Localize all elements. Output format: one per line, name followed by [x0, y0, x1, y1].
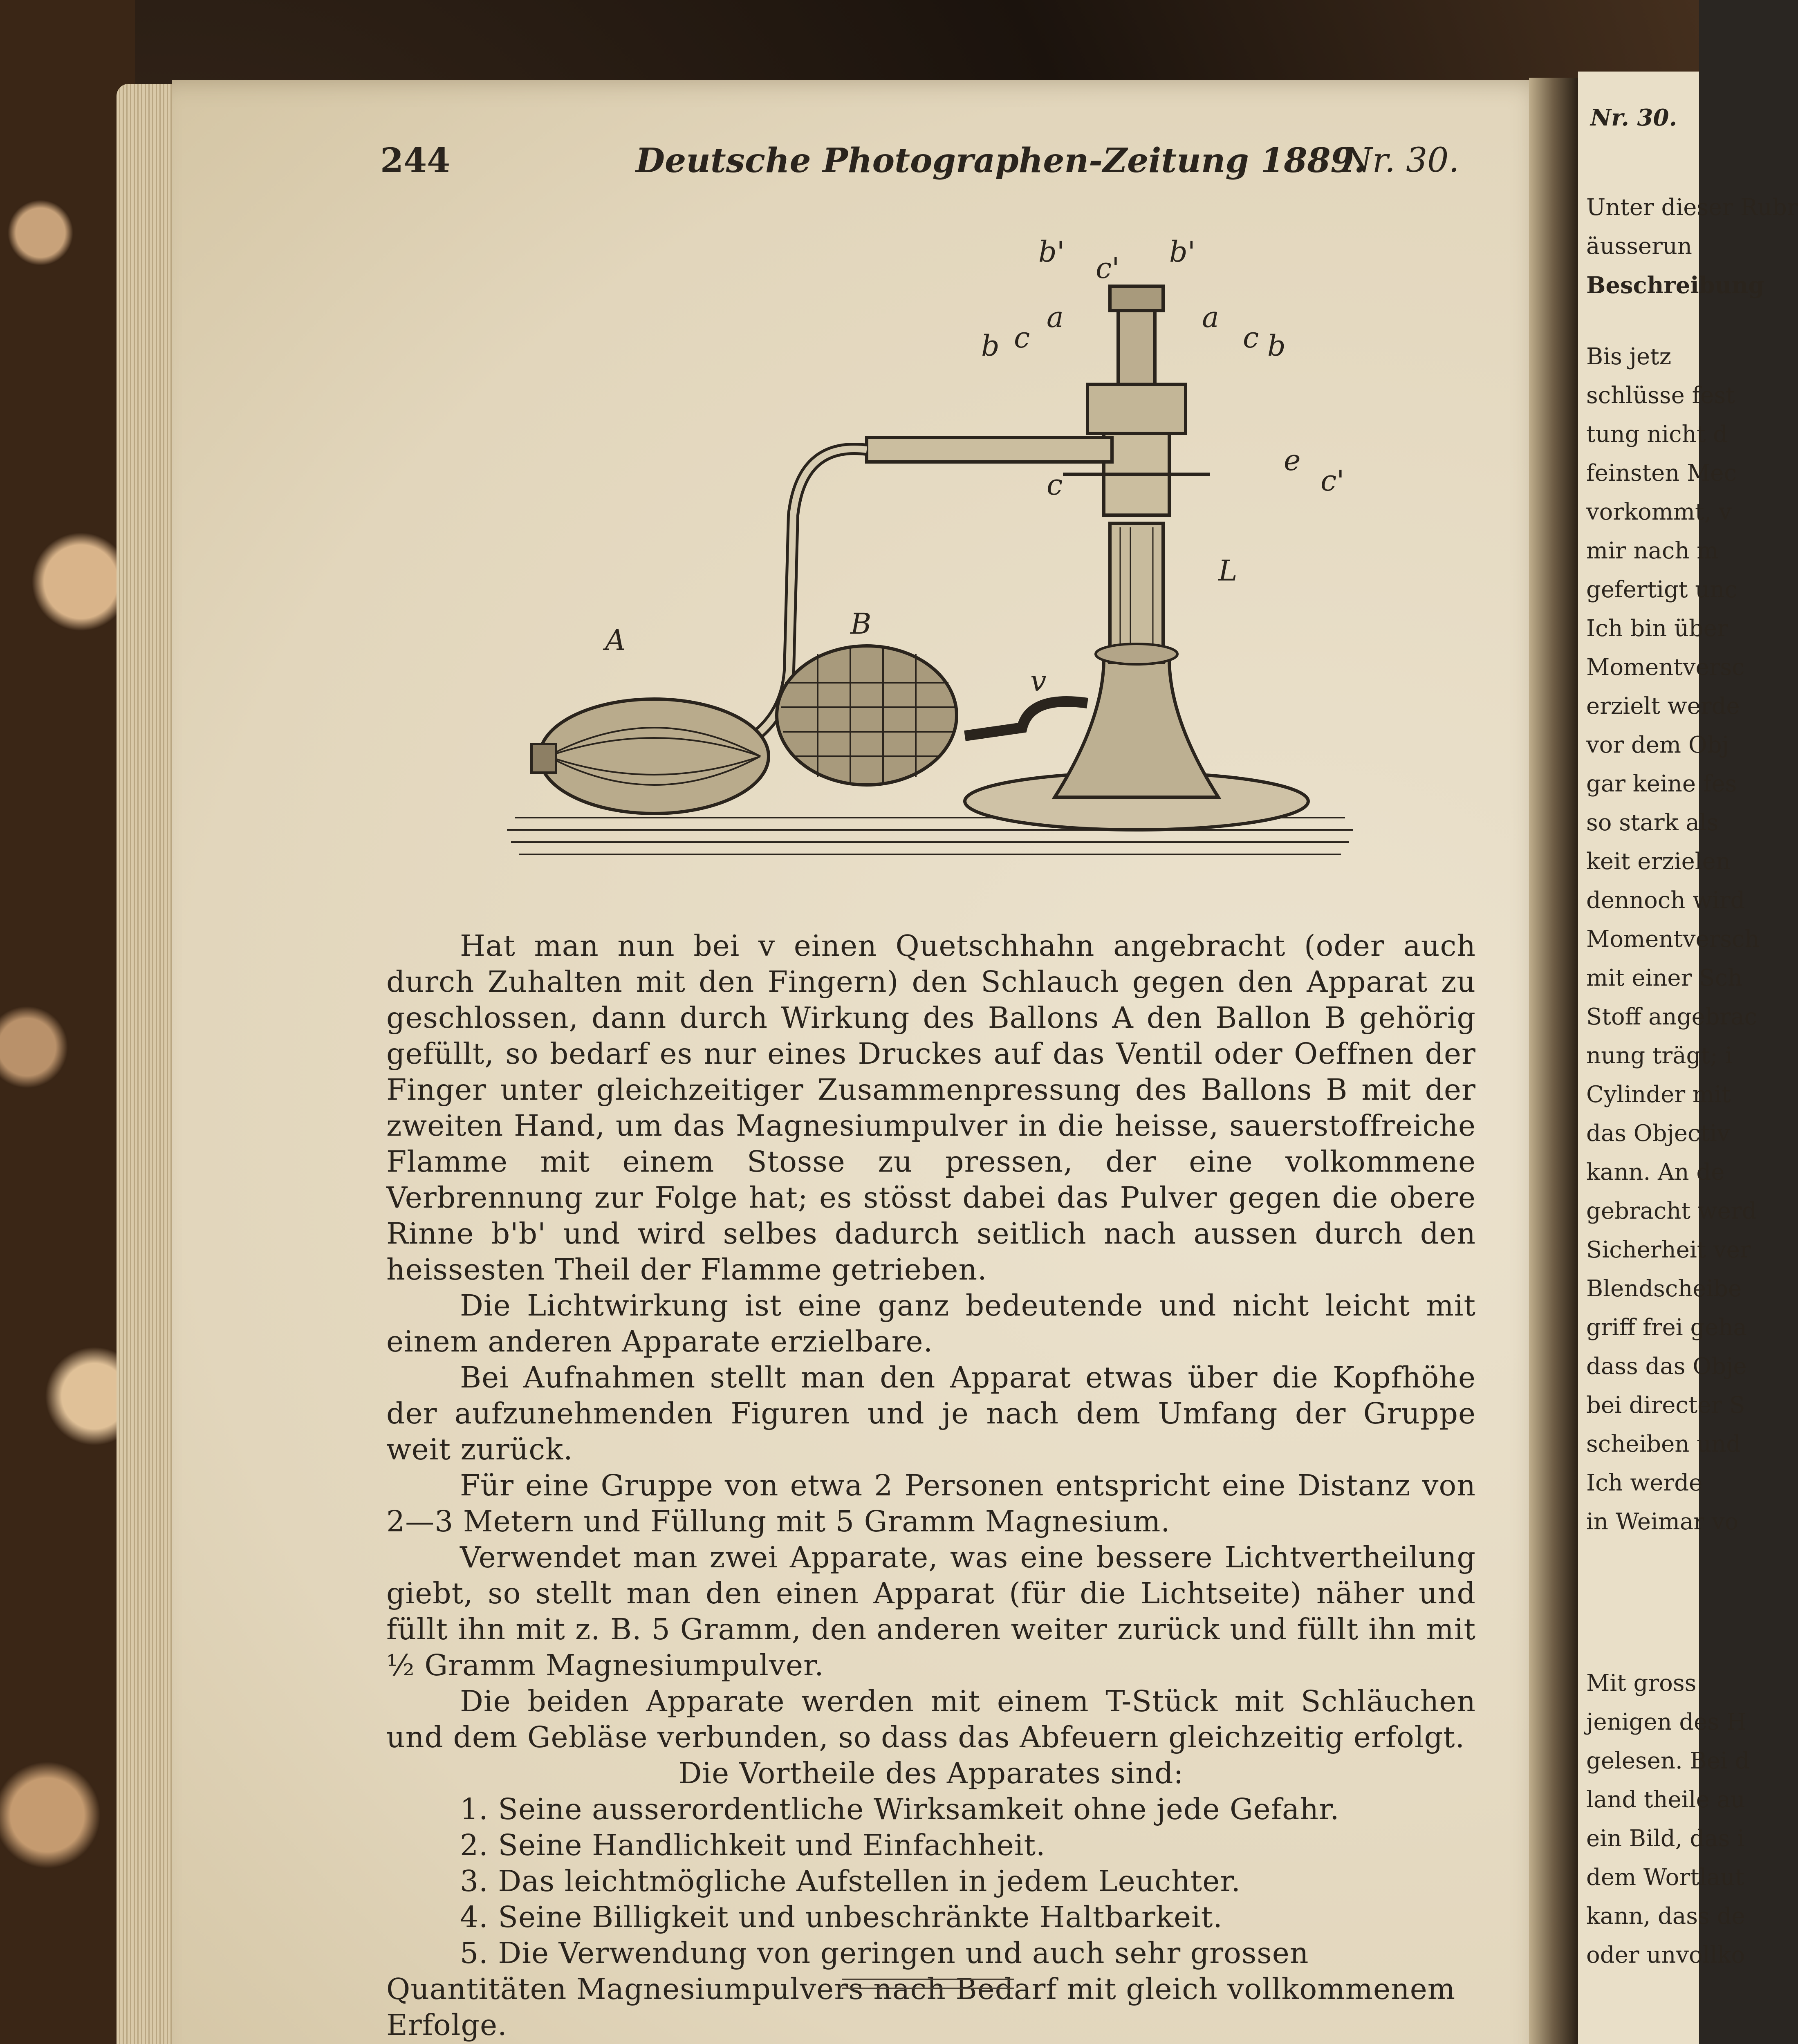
right-page-line: dennoch wird: [1586, 887, 1745, 914]
label-a-left: a: [1047, 300, 1064, 334]
ballon-a: [540, 699, 769, 814]
list-item: 5. Die Verwendung von geringen und auch sehr grossen Quantitäten Magnesiumpulvers nach Bedarf mit gleich vollkommenem Erfolge.: [386, 1936, 1456, 2042]
advantages-list: [386, 1791, 1476, 2043]
right-page-line: Momentversc: [1586, 654, 1745, 681]
book-gutter: [1529, 78, 1578, 2044]
right-page-line: Cylinder mit: [1586, 1081, 1731, 1108]
list-item: 3. Das leichtmögliche Aufstellen in jedem Leuchter.: [460, 1864, 1241, 1898]
side-tube: [867, 437, 1112, 462]
label-a-right: a: [1202, 300, 1219, 334]
label-L: L: [1218, 554, 1238, 587]
hose-v: [965, 702, 1087, 736]
label-B: B: [850, 607, 872, 641]
right-page-line: griff frei geha: [1586, 1314, 1747, 1341]
list-item: 2. Seine Handlichkeit und Einfachheit.: [460, 1828, 1046, 1862]
page-number: 244: [380, 141, 451, 180]
right-page-line: in Weimar vo: [1586, 1508, 1739, 1535]
right-page-line: Sicherheit ver: [1586, 1237, 1751, 1263]
right-page-line: keit erzielen: [1586, 848, 1731, 875]
stand-column: [1110, 523, 1163, 662]
marbled-edge: [0, 0, 135, 2044]
right-page-line: dass das Obje: [1586, 1353, 1747, 1380]
magnesium-flash-apparatus-figure: [466, 229, 1374, 920]
right-page-line: land theile au: [1586, 1786, 1745, 1813]
right-page: [1578, 72, 1798, 2044]
flame-head: [1087, 384, 1186, 433]
list-heading: Die Vortheile des Apparates sind:: [678, 1756, 1184, 1790]
right-page-line: Beschreibung: [1586, 272, 1764, 299]
stand-collar: [1096, 644, 1177, 664]
right-page-line: tung nicht d: [1586, 421, 1728, 448]
right-page-line: Unter dieser Rubr: [1586, 194, 1798, 221]
right-page-line: Ich bin über: [1586, 615, 1728, 642]
right-page-line: Stoff angebrac: [1586, 1004, 1757, 1030]
right-page-line: schlüsse fest: [1586, 382, 1735, 409]
label-v: v: [1030, 664, 1047, 698]
right-page-line: gefertigt unc: [1586, 576, 1737, 603]
right-page-line: dem Wortlaut: [1586, 1864, 1744, 1891]
stand-foot: [1055, 658, 1218, 797]
right-page-line: mit einer Sch: [1586, 965, 1742, 991]
right-page-line: gar keine fes: [1586, 771, 1737, 797]
right-page-line: ein Bild, das i: [1586, 1825, 1745, 1852]
body-text: [386, 928, 1476, 2044]
label-c-right: c: [1243, 321, 1259, 354]
paragraph-4: Für eine Gruppe von etwa 2 Personen entspricht eine Distanz von 2—3 Metern und Füllung mit 5 Gramm Magnesium.: [386, 1468, 1476, 1538]
right-page-line: bei directer S: [1586, 1392, 1745, 1419]
paragraph-2: Die Lichtwirkung ist eine ganz bedeutende und nicht leicht mit einem anderen Apparate erzielbare.: [386, 1289, 1476, 1358]
label-cp: c': [1096, 251, 1120, 285]
label-bp-right: b': [1169, 235, 1196, 269]
right-page-line: feinsten Mec: [1586, 460, 1737, 486]
right-page-line: oder unvollko: [1586, 1942, 1745, 1968]
label-c-left: c: [1014, 321, 1030, 354]
paragraph-3: Bei Aufnahmen stellt man den Apparat etwas über die Kopfhöhe der aufzunehmenden Figuren und je nach dem Umfang der Gruppe weit zurück.: [386, 1360, 1476, 1466]
right-page-line: vorkommt, v: [1586, 499, 1732, 525]
label-c-low: c: [1047, 468, 1063, 502]
paragraph-5: Verwendet man zwei Apparate, was eine bessere Lichtvertheilung giebt, so stellt man den einen Apparat (für die Lichtseite) näher und füllt ihn mit z. B. 5 Gramm, den anderen weiter zurück und füllt ihn mit ½ Gramm Magnesiumpulver.: [386, 1540, 1476, 1682]
right-page-line: erzielt werde: [1586, 693, 1740, 719]
right-page-line: kann. An de: [1586, 1159, 1725, 1186]
journal-title: Deutsche Photographen-Zeitung 1889.: [636, 141, 1366, 180]
label-e: e: [1284, 444, 1301, 477]
end-rule: [842, 1979, 1014, 1989]
right-page-line: Mit gross: [1586, 1670, 1697, 1697]
right-page-line: Bis jetz: [1586, 343, 1672, 370]
right-page-line: äusserun: [1586, 233, 1692, 260]
label-cpp: c': [1320, 464, 1345, 498]
right-page-line: mir nach m: [1586, 538, 1719, 564]
issue-number: Nr. 30.: [1343, 141, 1459, 180]
right-page-line: Momentversch: [1586, 926, 1760, 953]
right-page-line: gebracht werd: [1586, 1198, 1757, 1224]
list-item: 4. Seine Billigkeit und unbeschränkte Haltbarkeit.: [460, 1900, 1223, 1934]
right-page-line: Blendscheibe: [1586, 1275, 1742, 1302]
right-page-line: vor dem Obj: [1586, 732, 1729, 758]
right-page-line: kann, dass de: [1586, 1903, 1745, 1930]
label-b-left: b: [981, 329, 1000, 363]
ballon-b: [777, 646, 957, 785]
label-b-right: b: [1267, 329, 1286, 363]
right-page-line: jenigen des H: [1586, 1709, 1746, 1735]
right-page-line: scheiben und: [1586, 1431, 1741, 1457]
paragraph-6: Die beiden Apparate werden mit einem T-Stück mit Schläuchen und dem Gebläse verbunden, so dass das Abfeuern gleichzeitig erfolgt.: [386, 1684, 1476, 1754]
right-page-line: so stark als: [1586, 809, 1719, 836]
right-page-line: gelesen. Bei d: [1586, 1748, 1750, 1774]
list-item: 1. Seine ausserordentliche Wirksamkeit ohne jede Gefahr.: [460, 1792, 1340, 1826]
right-page-line: das Objectiv: [1586, 1120, 1730, 1147]
right-page-line: Ich werde: [1586, 1470, 1703, 1496]
label-A: A: [605, 623, 626, 657]
right-page-header: Nr. 30.: [1590, 104, 1677, 131]
paragraph-1: Hat man nun bei v einen Quetschhahn angebracht (oder auch durch Zuhalten mit den Fingern) den Schlauch gegen den Apparat zu geschlossen, dann durch Wirkung des Ballons A den Ballon B gehörig gefüllt, so bedarf es nur eines Druckes auf das Ventil oder Oeffnen der Finger unter gleichzeitiger Zusammenpressung des Ballons B mit der zweiten Hand, um das Magnesiumpulver in die heisse, sauerstoffreiche Flamme mit einem Stosse zu pressen, der eine volkommene Verbrennung zur Folge hat; es stösst dabei das Pulver gegen die obere Rinne b'b' und wird selbes dadurch seitlich nach aussen durch den heissesten Theil der Flamme getrieben.: [386, 929, 1476, 1286]
label-bp-left: b': [1038, 235, 1065, 269]
right-page-line: nung trägt; i: [1586, 1042, 1733, 1069]
